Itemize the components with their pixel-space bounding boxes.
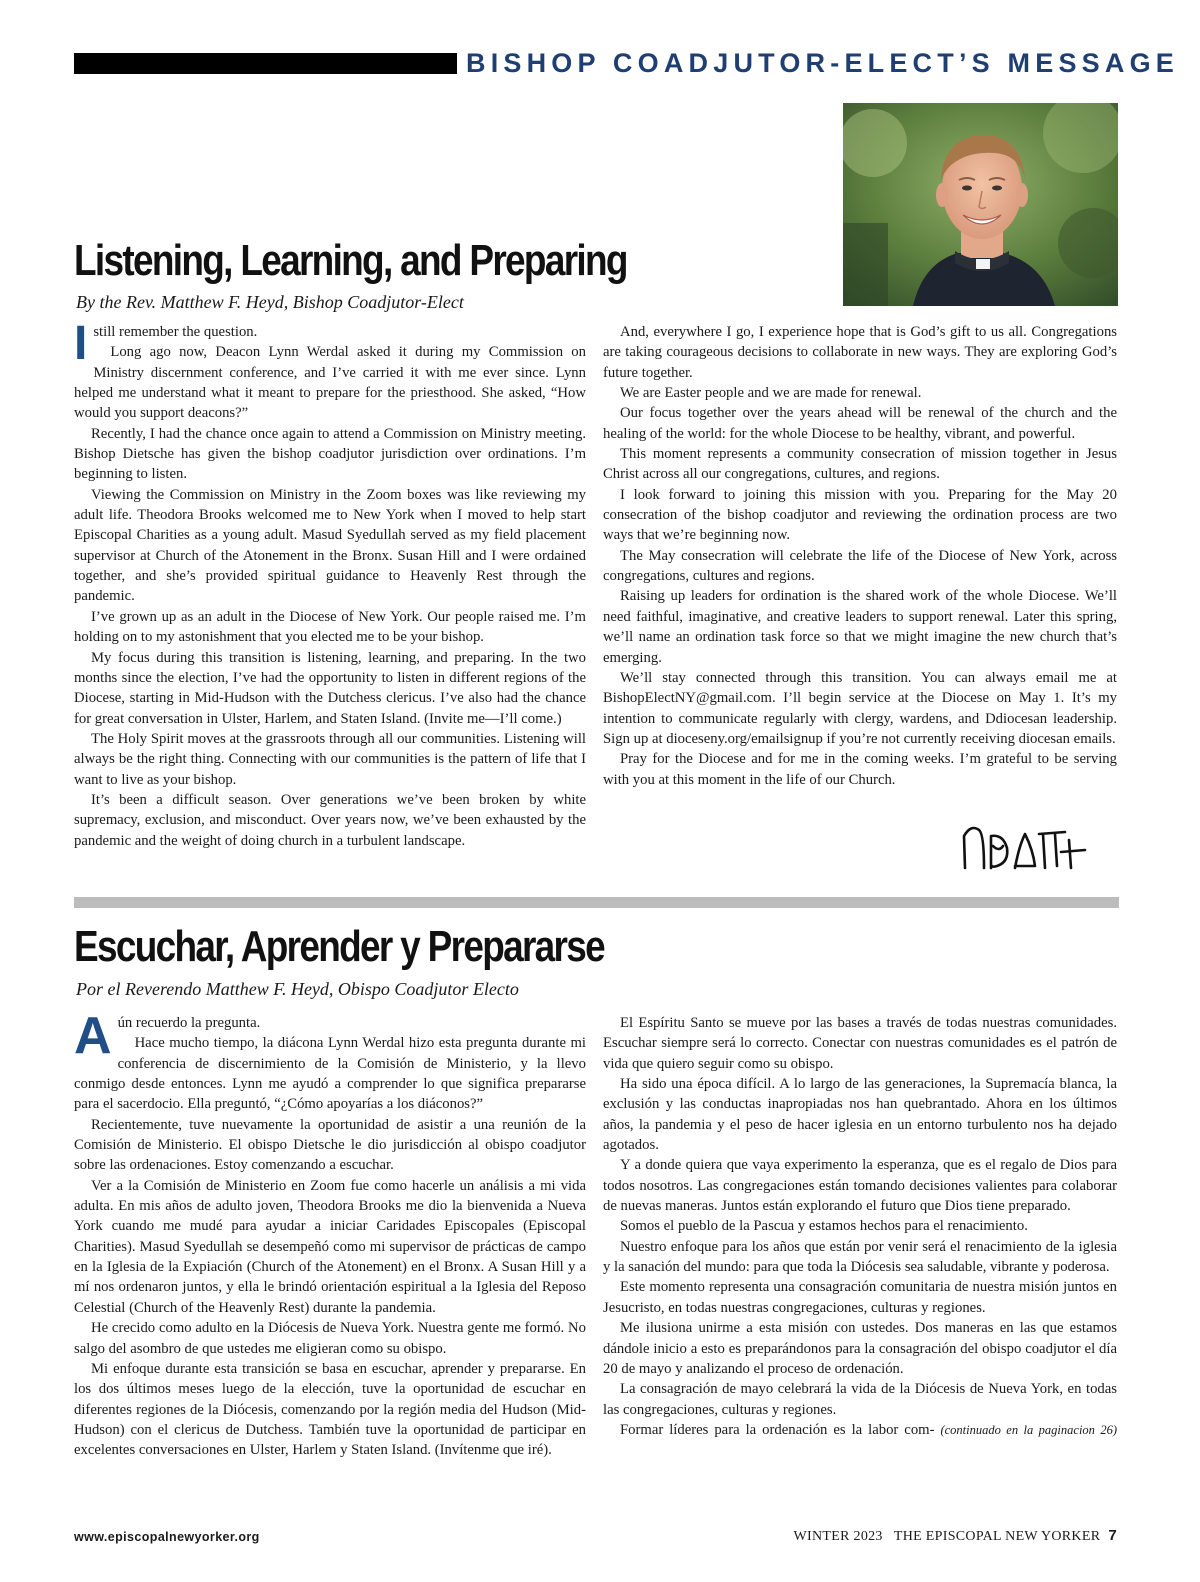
section-heading: BISHOP COADJUTOR-ELECT’S MESSAGE xyxy=(466,48,1179,78)
page-number: 7 xyxy=(1108,1527,1117,1544)
footer-issue xyxy=(794,1526,1118,1547)
paragraph: Nuestro enfoque para los años que están por venir será el renacimiento de la iglesia y la sanación del mundo: para que toda la Diócesis sea saludable, vibrante y poderosa. xyxy=(603,1238,1117,1276)
author-portrait-photo xyxy=(843,103,1118,306)
paragraph: Long ago now, Deacon Lynn Werdal asked it during my Commission on Ministry discernment conference, and I’ve carried it with me ever since. Lynn helped me understand what it meant to prepare for the priesthood. She asked, “How would you support deacons?” xyxy=(74,344,586,422)
paragraph: He crecido como adulto en la Diócesis de Nueva York. Nuestra gente me formó. No salgo del asombro de que ustedes me eligieran como su obispo. xyxy=(74,1320,586,1357)
spanish-column-right xyxy=(603,1013,1117,1440)
english-column-right xyxy=(603,322,1117,790)
paragraph: I still remember the question. xyxy=(74,317,258,370)
paragraph: The May consecration will celebrate the life of the Diocese of New York, across congregations, cultures and regions. xyxy=(603,547,1117,585)
paragraph: Our focus together over the years ahead will be renewal of the church and the healing of the world: for the whole Diocese to be healthy, vibrant, and powerful. xyxy=(603,405,1117,442)
byline-english: By the Rev. Matthew F. Heyd, Bishop Coadjutor-Elect xyxy=(76,292,464,312)
drop-cap: I xyxy=(74,317,88,370)
spanish-column-left xyxy=(74,1007,586,1461)
paragraph: Mi enfoque durante esta transición se basa en escuchar, aprender y prepararse. En los dos últimos meses luego de la elección, tuve la oportunidad de escuchar en diferentes regiones de la Diócesis, comenzando por la región media del Hudson (Mid-Hudson) con el clericus de Dutchess. También tuve la oportunidad de participar en excelentes conversaciones en Ulster, Harlem y Staten Island. (Invítenme que iré). xyxy=(74,1360,586,1459)
footer-website: www.episcopalnewyorker.org xyxy=(74,1530,260,1544)
handwritten-signature xyxy=(957,820,1107,876)
paragraph: The Holy Spirit moves at the grassroots through all our communities. Listening will always be the right thing. Connecting with our communities is the pattern of life that I want to live as your bishop. xyxy=(74,730,586,788)
paragraph: Viewing the Commission on Ministry in the Zoom boxes was like reviewing my adult life. Theodora Brooks welcomed me to New York when I moved to help start Episcopal Charities as a young adult. Masud Syedullah served as my field placement supervisor at Church of the Atonement in the Bronx. Susan Hill and I were ordained together, and she’s provided spiritual guidance to Heavenly Rest through the pandemic. xyxy=(74,486,586,605)
paragraph: I look forward to joining this mission with you. Preparing for the May 20 consecration of the bishop coadjutor and reviewing the ordination process are two ways that we’re beginning now. xyxy=(603,486,1117,544)
paragraph: Este momento representa una consagración comunitaria de nuestra misión juntos en Jesucristo, en todas nuestras congregaciones, culturas y regiones. xyxy=(603,1279,1117,1316)
paragraph: Y a donde quiera que vaya experimento la esperanza, que es el regalo de Dios para todos nosotros. Las congregaciones están tomando decisiones valientes para colaborar de nuevas maneras. Juntos están explorando el futuro que Dios tiene preparado. xyxy=(603,1157,1117,1215)
issue-label: WINTER 2023 THE EPISCOPAL NEW YORKER xyxy=(793,1529,1101,1544)
paragraph: Ha sido una época difícil. A lo largo de las generaciones, la Supremacía blanca, la exclusión y las conductas inapropiadas nos han quebrantado. Ahora en los últimos años, la pandemia y el peso de hacer iglesia en un entorno turbulento nos ha dejado agotados. xyxy=(603,1076,1117,1154)
paragraph: This moment represents a community consecration of mission together in Jesus Christ across all our congregations, cultures, and regions. xyxy=(603,446,1117,483)
paragraph: Recently, I had the chance once again to attend a Commission on Ministry meeting. Bishop Dietsche has given the bishop coadjutor jurisdiction over ordinations. I’m beginning to listen. xyxy=(74,425,586,483)
paragraph-continued: Formar líderes para la ordenación es la labor com- (continuado en la paginacion 26) xyxy=(620,1421,1118,1438)
drop-cap: A xyxy=(74,1007,112,1065)
paragraph: We are Easter people and we are made for renewal. xyxy=(620,385,922,402)
paragraph: And, everywhere I go, I experience hope that is God’s gift to us all. Congregations are taking courageous decisions to collaborate in new ways. They are exploring God’s future together. xyxy=(603,324,1117,381)
paragraph: Me ilusiona unirme a esta misión con ustedes. Dos maneras en las que estamos dándole inicio a esto es preparándonos para la consagración del obispo coadjutor el día 20 de mayo y analizando el proceso de ordenación. xyxy=(603,1320,1117,1377)
paragraph: La consagración de mayo celebrará la vida de la Diócesis de Nueva York, en todas las congregaciones, culturas y regiones. xyxy=(603,1381,1117,1418)
english-column-left xyxy=(74,317,586,851)
header-rule xyxy=(74,53,457,74)
paragraph: Aún recuerdo la pregunta. xyxy=(74,1007,261,1065)
paragraph: I’ve grown up as an adult in the Diocese of New York. Our people raised me. I’m holding on to my astonishment that you elected me to be your bishop. xyxy=(74,608,586,646)
continuation-note: (continuado en la paginacion 26) xyxy=(940,1422,1118,1437)
paragraph: My focus during this transition is listening, learning, and preparing. In the two months since the election, I’ve had the opportunity to listen in different regions of the Diocese, starting in Mid-Hudson with the Dutchess clericus. I’ve also had the chance for great conversation in Ulster, Harlem, and Staten Island. (Invite me—I’ll come.) xyxy=(74,649,586,727)
article-title-english: Listening, Learning, and Preparing xyxy=(74,236,627,285)
paragraph: El Espíritu Santo se mueve por las bases a través de todas nuestras comunidades. Escuchar siempre será lo correcto. Conectar con nuestras comunidades es el patrón de vida que quiero seguir como su obispo. xyxy=(603,1015,1117,1072)
paragraph: Recientemente, tuve nuevamente la oportunidad de asistir a una reunión de la Comisión de Ministerio. El obispo Dietsche le dio jurisdicción al obispo coadjutor sobre las ordenaciones. Estoy comenzando a escuchar. xyxy=(74,1116,586,1174)
paragraph: Somos el pueblo de la Pascua y estamos hechos para el renacimiento. xyxy=(620,1218,1028,1235)
article-title-spanish: Escuchar, Aprender y Prepararse xyxy=(74,922,605,971)
paragraph: We’ll stay connected through this transition. You can always email me at BishopElectNY@gmail.com. I’ll begin service at the Diocese on May 1. It’s my intention to communicate regularly with clergy, wardens, and Ddiocesan leadership. Sign up at dioceseny.org/emailsignup if you’re not currently receiving diocesan emails. xyxy=(603,669,1117,747)
paragraph: Ver a la Comisión de Ministerio en Zoom fue como hacerle un análisis a mi vida adulta. En mis años de adulto joven, Theodora Brooks me dio la bienvenida a Nueva York cuando me mudé para ayudar a iniciar Caridades Episcopales (Episcopal Charities). Masud Syedullah se desempeñó como mi supervisor de prácticas de campo en la Iglesia de la Expiación (Church of the Atonement) en el Bronx. A Susan Hill y a mí nos ordenaron juntos, y ella le brindó orientación espiritual a la Iglesia del Reposo Celestial (Church of the Heavenly Rest) durante la pandemia. xyxy=(74,1177,586,1316)
byline-spanish: Por el Reverendo Matthew F. Heyd, Obispo Coadjutor Electo xyxy=(76,979,519,999)
paragraph: Raising up leaders for ordination is the shared work of the whole Diocese. We’ll need faithful, imaginative, and creative leaders to support renewal. Later this spring, we’ll name an ordination task force so that we might imagine the new church that’s emerging. xyxy=(603,588,1117,666)
paragraph: Hace mucho tiempo, la diácona Lynn Werdal hizo esta pregunta durante mi conferencia de discernimiento de la Comisión de Ministerio, y la llevo conmigo desde entonces. Lynn me ayudó a comprender lo que significa prepararse para el sacerdocio. Ella preguntó, “¿Cómo apoyarías a los diáconos?” xyxy=(74,1035,586,1113)
paragraph: Pray for the Diocese and for me in the coming weeks. I’m grateful to be serving with you at this moment in the life of our Church. xyxy=(603,751,1117,788)
section-divider xyxy=(74,897,1119,908)
paragraph: It’s been a difficult season. Over generations we’ve been broken by white supremacy, exclusion, and misconduct. Over years now, we’ve been exhausted by the pandemic and the weight of doing church in a turbulent landscape. xyxy=(74,791,586,849)
